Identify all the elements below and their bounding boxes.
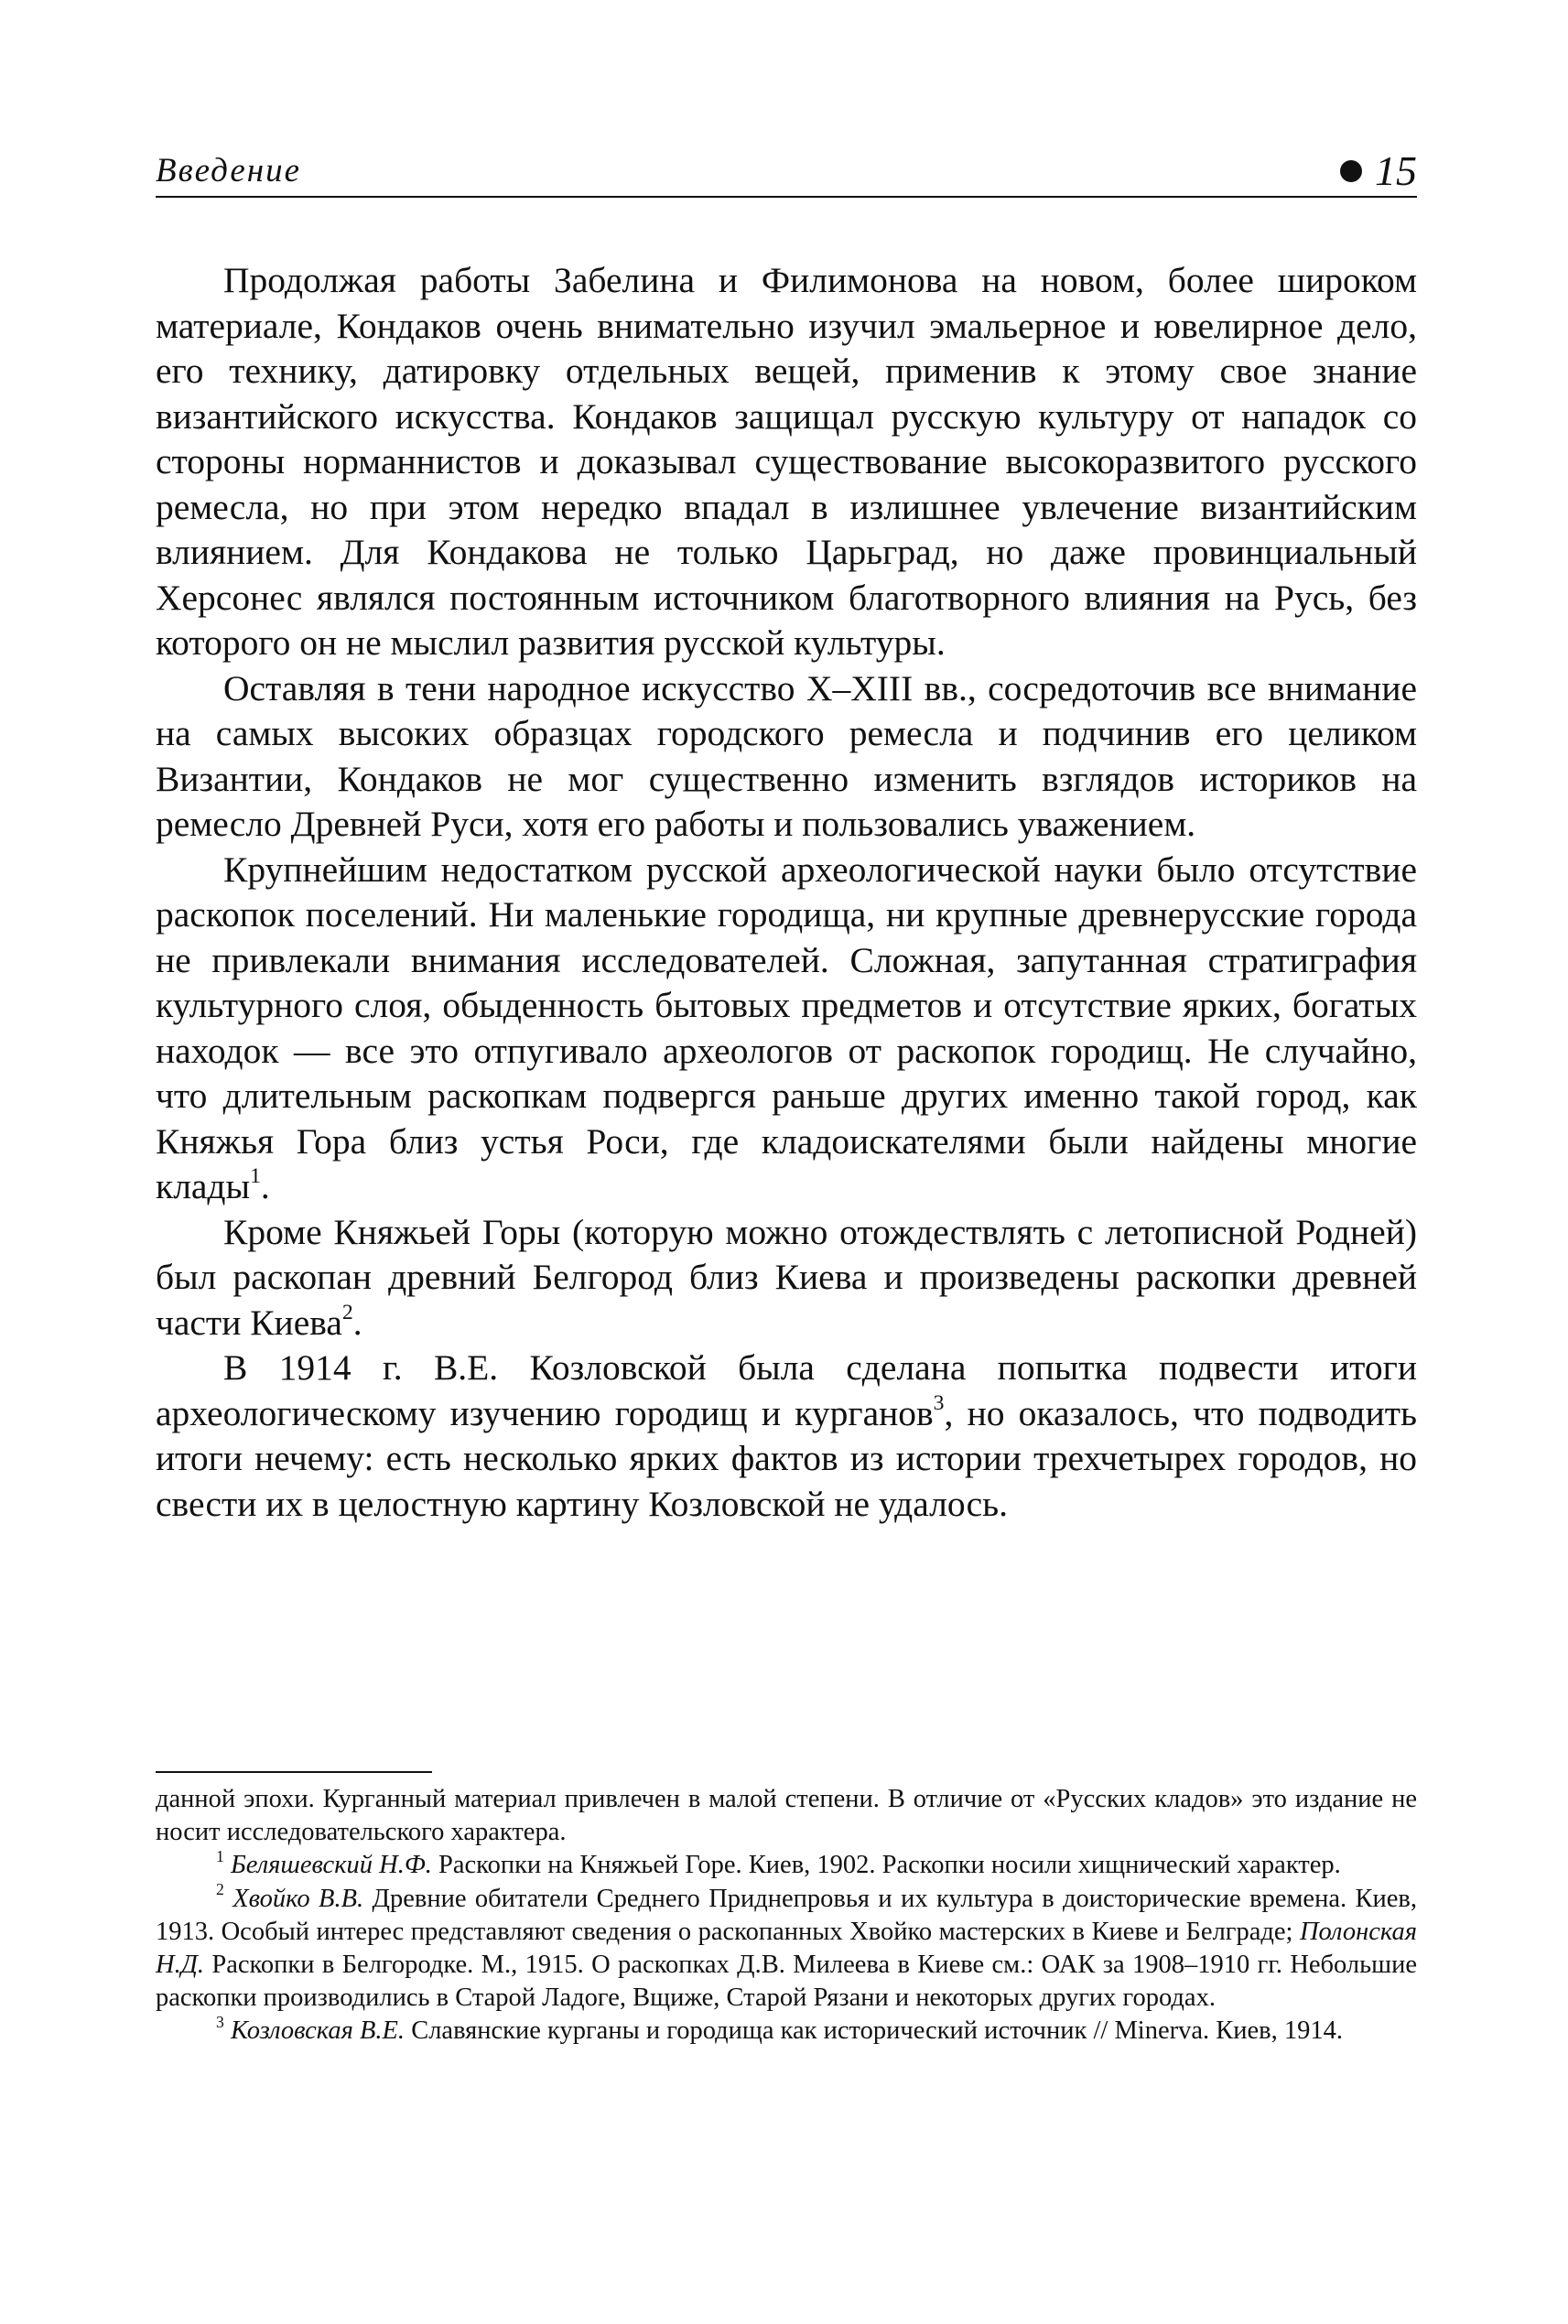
- footnote-divider: [156, 1771, 432, 1773]
- paragraph-text: , но оказалось, что подводить итоги нечему: есть несколько ярких фактов из истории трехчетырех городов, но свести их в целостную картину Козловской не удалось.: [156, 1392, 1417, 1524]
- footnote-text: данной эпохи. Курганный материал привлечен в малой степени. В отличие от «Русских кладов» это издание не носит исследовательского характера.: [156, 1785, 1417, 1847]
- footnote-1: [156, 1849, 1417, 1882]
- paragraph: [156, 258, 1417, 666]
- paragraph-text: Оставляя в тени народное искусство X–XIII вв., сосредоточив все внимание на самых высоких образцах городского ремесла и подчинив его целиком Византии, Кондаков не мог существенно изменить взглядов историков на ремесло Древней Руси, хотя его работы и пользовались уважением.: [156, 667, 1417, 844]
- footnote-continued: [156, 1783, 1417, 1849]
- paragraph-text: В 1914 г. В.Е. Козловской была сделана попытка подвести итоги археологическому изучению городищ и курганов: [156, 1347, 1417, 1433]
- paragraph: [156, 1210, 1417, 1346]
- paragraph: [156, 666, 1417, 848]
- footnote-2: [156, 1880, 1418, 2016]
- footnote-ref[interactable]: 2: [341, 1300, 353, 1324]
- footnote-text: Раскопки в Белгородке. М., 1915. О раскопках Д.В. Милеева в Киеве см.: ОАК за 1908–1910 гг. Небольшие раскопки производились в Старой Ладоге, Вщиже, Старой Рязани и некоторых других городах.: [156, 1951, 1417, 2013]
- paragraph-text: Кроме Княжьей Горы (которую можно отождествлять с летописной Родней) был раскопан древний Белгород близ Киева и произведены раскопки древней части Киева: [156, 1211, 1417, 1343]
- footnote-ref[interactable]: 3: [933, 1390, 945, 1415]
- paragraph-text: Продолжая работы Забелина и Филимонова на новом, более широком материале, Кондаков очень внимательно изучил эмальерное и ювелирное дело, его технику, датировку отдельных вещей, применив к этому свое знание византийского искусства. Кондаков защищал русскую культуру от нападок со стороны норманнистов и доказывал существование высокоразвитого русского ремесла, но при этом нередко впадал в излишнее увлечение византийским влиянием. Для Кондакова не только Царьград, но даже провинциальный Херсонес являлся постоянным источником благотворного влияния на Русь, без которого он не мыслил развития русской культуры.: [156, 260, 1417, 663]
- paragraph-text: Крупнейшим недостатком русской археологической науки было отсутствие раскопок поселений. Ни маленькие городища, ни крупные древнерусские города не привлекали внимания исследователей. Сложная, запутанная стратиграфия культурного слоя, обыденность бытовых предметов и отсутствие ярких, богатых находок — все это отпугивало археологов от раскопок городищ. Не случайно, что длительным раскопкам подвергся раньше других именно такой город, как Княжья Гора близ устья Роси, где кладоискателями были найдены многие клады: [156, 849, 1417, 1206]
- footnote-text: Древние обитатели Среднего Приднепровья и их культура в доисторические времена. Киев, 1913. Особый интерес представляют сведения о раскопанных Хвойко мастерских в Киеве и Белграде;: [156, 1884, 1418, 1946]
- bullet-icon: [1340, 160, 1362, 182]
- paragraph-text: .: [260, 1166, 270, 1206]
- running-title: Введение: [156, 152, 302, 189]
- footnote-author: Беляшевский Н.Ф.: [230, 1851, 432, 1880]
- footnote-ref[interactable]: 1: [250, 1164, 261, 1189]
- footnote-text: Славянские курганы и городища как исторический источник // Minerva. Киев, 1914.: [405, 2016, 1343, 2046]
- running-header: [156, 145, 1417, 198]
- footnote-author: Полонская Н.Д.: [156, 1917, 1417, 1980]
- body-text: [156, 258, 1417, 1527]
- page-number: 15: [1375, 147, 1417, 194]
- footnote-text: Раскопки на Княжьей Горе. Киев, 1902. Раскопки носили хищнический характер.: [431, 1851, 1341, 1880]
- paragraph-text: .: [352, 1302, 362, 1343]
- footnote-author: Хвойко В.В.: [232, 1884, 364, 1913]
- footnotes: [156, 1783, 1417, 2048]
- footnote-number: 2: [216, 1880, 224, 1899]
- paragraph: [156, 1346, 1417, 1527]
- footnote-number: 1: [216, 1847, 224, 1866]
- paragraph: [156, 848, 1417, 1210]
- page-number-block: [1340, 147, 1417, 194]
- footnote-number: 3: [216, 2013, 224, 2032]
- footnote-author: Козловская В.Е.: [230, 2016, 406, 2046]
- footnote-3: [156, 2015, 1417, 2048]
